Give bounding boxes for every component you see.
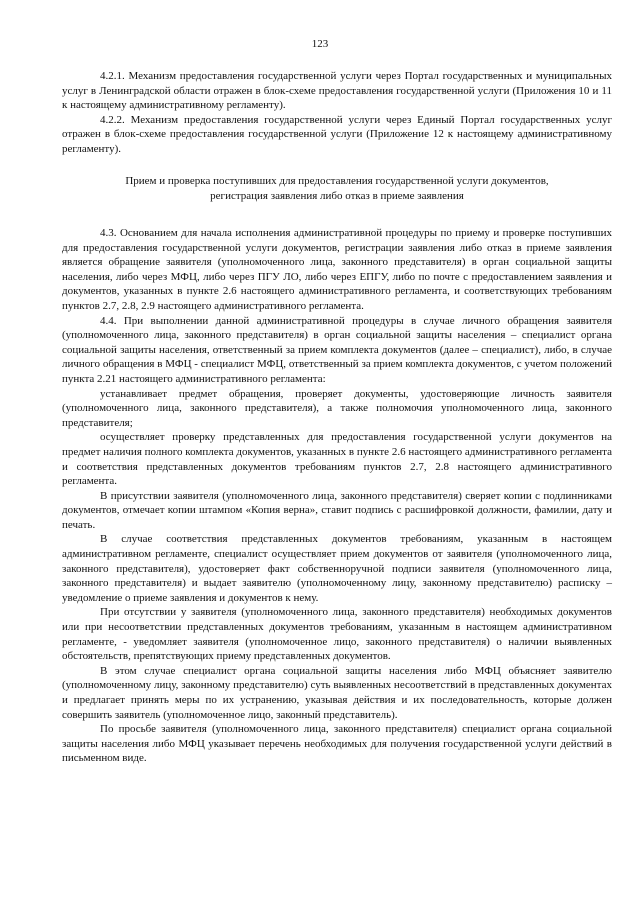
paragraph-4-2-1: 4.2.1. Механизм предоставления государственной услуги через Портал государственных и муниципальных услуг в Ленинградской области отражен в блок-схеме предоставления государственной услуги (Приложения 10 и 11 к настоящему административному регламенту). bbox=[62, 70, 612, 112]
paragraph-copies-verification: В присутствии заявителя (уполномоченного лица, законного представителя) сверяет копии с подлинниками документов, отмечает копии штампом «Копия верна», ставит подпись с расшифровкой должности, фамилии, дату и печать. bbox=[62, 489, 612, 531]
intro-section bbox=[62, 69, 612, 157]
paragraph-4-3: 4.3. Основанием для начала исполнения административной процедуры по приему и проверке поступивших для предоставления государственной услуги документов, регистрации заявления либо отказ в приеме заявления является обращение заявителя (уполномоченного лица, законного представителя) в орган социальной защиты населения, либо через МФЦ, либо через ПГУ ЛО, либо через ЕПГУ, либо по почте с предоставлением заявления и документов, указанных в пункте 2.6 настоящего административного регламента, и соответствующих требованиям пунктов 2.7, 2.8, 2.9 настоящего административного регламента. bbox=[62, 227, 612, 312]
section-heading-line-2: регистрация заявления либо отказ в приеме заявления bbox=[210, 189, 464, 202]
paragraph-4-2-2: 4.2.2. Механизм предоставления государственной услуги через Единый Портал государственных услуг отражен в блок-схеме предоставления государственной услуги (Приложение 12 к настоящему административному регламенту). bbox=[62, 113, 612, 155]
body-section bbox=[62, 226, 612, 766]
paragraph-documents-check: осуществляет проверку представленных для предоставления государственной услуги документов на предмет наличия полного комплекта документов, указанных в пункте 2.6 настоящего административного регламента и соответствия представленных документов требованиям пунктов 2.7, 2.8 настоящего административного регламента. bbox=[62, 431, 612, 488]
paragraph-documents-accepted: В случае соответствия представленных документов требованиям, указанным в настоящем административном регламенте, специалист осуществляет прием документов от заявителя (уполномоченного лица, законного представителя), удостоверяет факт собственноручной подписи заявителя (уполномоченного лица, законного представителя) и выдает заявителю (уполномоченному лицу, законному представителю) расписку – уведомление о приеме заявления и документов к нему. bbox=[62, 533, 612, 604]
section-heading bbox=[62, 174, 612, 203]
paragraph-written-list: По просьбе заявителя (уполномоченного лица, законного представителя) специалист органа социальной защиты населения либо МФЦ указывает перечень необходимых для получения государственной услуги действий в письменном виде. bbox=[62, 723, 612, 765]
paragraph-4-4: 4.4. При выполнении данной административной процедуры в случае личного обращения заявителя (уполномоченного лица, законного представителя) в орган социальной защиты населения – специалист органа социальной защиты населения, ответственный за прием комплекта документов (далее – специалист), либо, в случае личного обращения в МФЦ - специалист МФЦ, ответственный за прием комплекта документов, с учетом положений пункта 2.21 настоящего административного регламента: bbox=[62, 314, 612, 385]
paragraph-documents-missing: При отсутствии у заявителя (уполномоченного лица, законного представителя) необходимых документов или при несоответствии представленных документов требованиям, указанным в настоящем административном регламенте, - уведомляет заявителя (уполномоченное лицо, законного представителя) о наличии выявленных обстоятельств, препятствующих приему представленных документов. bbox=[62, 606, 612, 663]
page-number: 123 bbox=[311, 38, 329, 50]
section-heading-line-1: Прием и проверка поступивших для предоставления государственной услуги документов, bbox=[125, 175, 549, 187]
paragraph-identity-check: устанавливает предмет обращения, проверяет документы, удостоверяющие личность заявителя (уполномоченного лица, законного представителя), а также полномочия уполномоченного лица, законного представителя; bbox=[62, 387, 612, 429]
paragraph-explanation: В этом случае специалист органа социальной защиты населения либо МФЦ объясняет заявителю (уполномоченному лицу, законному представителю) суть выявленных несоответствий в представленных документах и предлагает принять меры по их устранению, указывая действия и их последовательность, которые должен совершить заявитель (уполномоченное лицо, законный представитель). bbox=[62, 664, 612, 721]
